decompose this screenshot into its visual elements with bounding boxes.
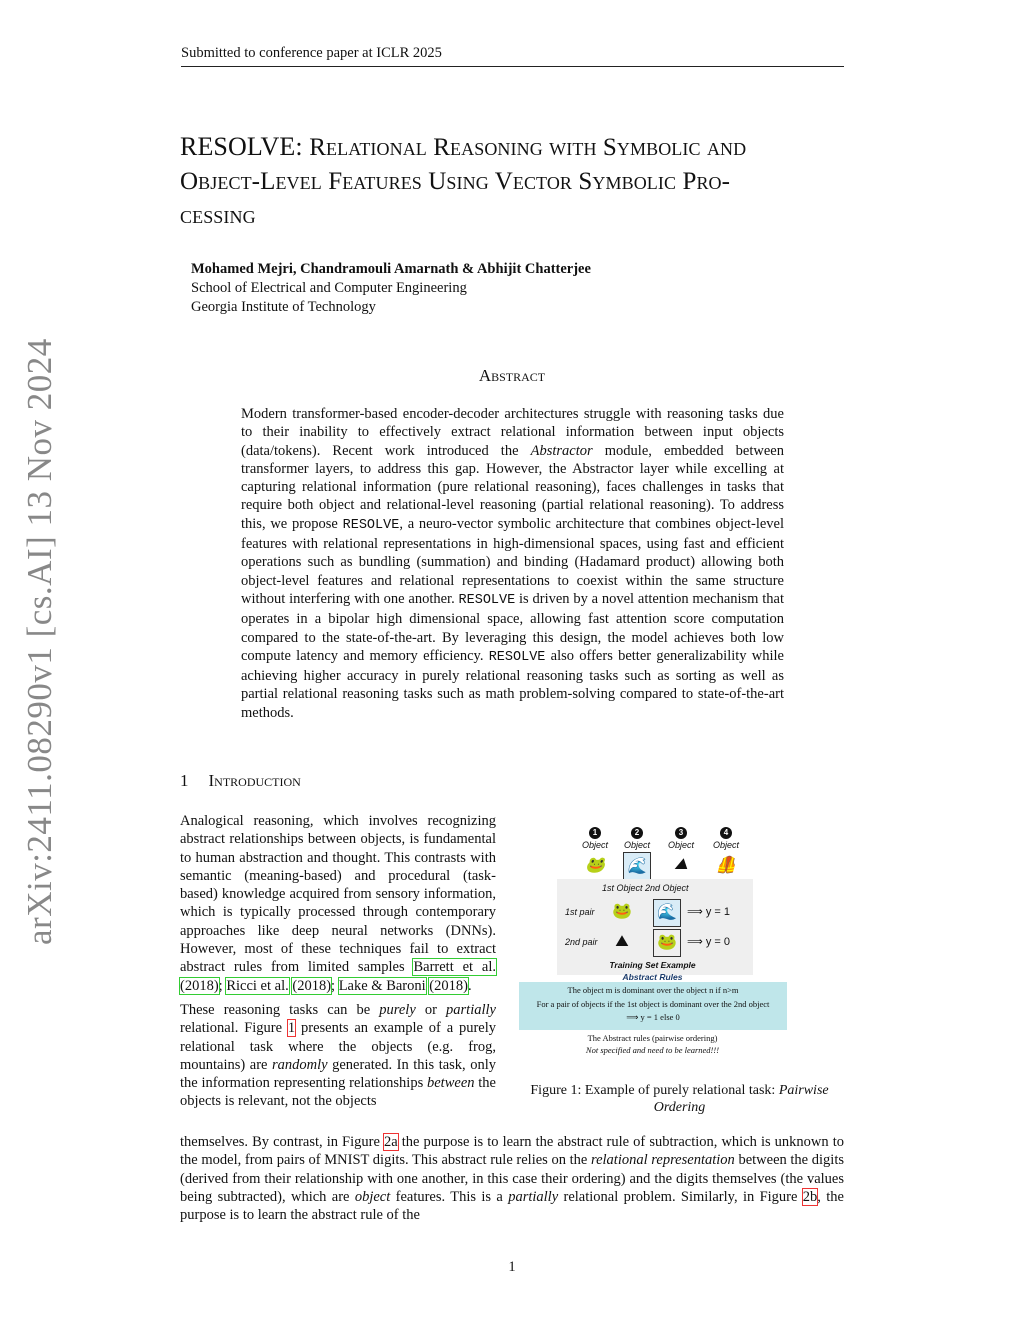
pair-2-label: 2nd pair (565, 937, 598, 947)
title-line-3: cessing (180, 202, 256, 229)
rule-line-2: For a pair of objects if the 1st object is dominant over the 2nd object (536, 999, 770, 1009)
mountain-icon: ⛰ (674, 856, 688, 873)
pair-1-label: 1st pair (565, 907, 595, 917)
citation-barrett[interactable]: Barrett et al. (413, 959, 496, 976)
abstract-rules-label: Abstract Rules (622, 972, 683, 982)
rules-note-2: Not specified and need to be learned!!! (585, 1045, 720, 1055)
pair-2-result: ⟹ y = 0 (687, 936, 730, 948)
pair-1-result: ⟹ y = 1 (687, 906, 730, 918)
abstract-rules-box (519, 982, 787, 1030)
citation-ricci-year[interactable]: (2018) (292, 977, 332, 994)
wave-icon: 🌊 (623, 852, 651, 880)
figure-1-link[interactable]: 1 (287, 1020, 296, 1037)
figure-1-caption: Figure 1: Example of purely relational task: Pairwise Ordering (530, 1083, 829, 1115)
introduction-column (180, 812, 496, 1117)
frog-icon: 🐸 (653, 929, 681, 957)
figure-object-3: 3 Object ⛰ (661, 827, 701, 878)
intro-paragraph-3: themselves. By contrast, in Figure 2a the purpose is to learn the abstract rule of subtraction, which is unknown to the model, from pairs of MNIST digits. This abstract rule relies on the relational representation between the digits (derived from their relationship with one another, in this case their ordering) and the digits themselves (the values being subtracted), which are object features. This is a partially relational problem. Similarly, in Figure 2b, the purpose is to learn the abstract rule of the (180, 1134, 845, 1224)
citation-ricci[interactable]: Ricci et al. (226, 977, 289, 994)
citation-lake-year[interactable]: (2018) (429, 977, 468, 994)
title-line-2: Object-Level Features Using Vector Symbolic Pro- (180, 168, 731, 195)
frog-icon: 🐸 (585, 857, 605, 874)
figure-object-1: 1 Object 🐸 (575, 827, 615, 878)
author-names: Mohamed Mejri, Chandramouli Amarnath & Abhijit Chatterjee (191, 261, 591, 277)
citation-barrett-year[interactable]: (2018) (180, 977, 219, 994)
rules-note-1: The Abstract rules (pairwise ordering) (587, 1033, 718, 1043)
vest-icon: 🦺 (716, 857, 736, 874)
pair-column-header: 1st Object 2nd Object (602, 883, 689, 893)
rule-line-1: The object m is dominant over the object n if n>m (567, 985, 739, 995)
intro-paragraph-1: Analogical reasoning, which involves recognizing abstract relationships between objects, is fundamental to human abstraction and thought. This contrasts with semantic (meaning-based) and procedural (task-based) knowledge acquired from sensory information, which is typically processed through contemporary approaches like deep neural networks (DNNs). However, most of these techniques fail to extract abstract rules from limited samples Barrett et al. (2018); Ricci et al. (2018); Lake & Baroni (2018). (180, 813, 496, 994)
figure-object-4: 4 Object 🦺 (706, 827, 746, 878)
figure-2a-link[interactable]: 2a (383, 1134, 398, 1150)
author-block (191, 260, 591, 317)
abstract-body: Modern transformer-based encoder-decoder architectures struggle with reasoning tasks due to their inability to effectively extract relational information between input objects (data/tokens). Recent work introduced the Abstractor module, embedded between transformer layers, to address this gap. However, the Abstractor layer while excelling at capturing relational information (pure relational reasoning), faces challenges in tasks that require both object and relational-level reasoning (partial relational reasoning). To address this, we propose RESOLVE, a neuro-vector symbolic architecture that combines object-level features with relational representations in high-dimensional spaces, using fast and efficient operations such as bundling (summation) and binding (Hadamard product) allowing both object-level features and relational representations to coexist within the same structure without interfering with one another. RESOLVE is driven by a novel attention mechanism that operates in a bipolar high dimensional space, allowing fast attention score computation compared to the state-of-the-art. By leveraging this design, the model achieves both low compute latency and memory efficiency. RESOLVE also offers better generalizability while achieving higher accuracy in purely relational reasoning tasks such as sorting as well as partial relational reasoning tasks such as math problem-solving compared to state-of-the-art methods. (241, 406, 784, 721)
rule-line-3: ⟹ y = 1 else 0 (626, 1012, 680, 1022)
arxiv-identifier: arXiv:2411.08290v1 [cs.AI] 13 Nov 2024 (20, 338, 59, 945)
figure-object-2: 2 Object 🌊 (617, 827, 657, 880)
paper-title: RESOLVE: Relational Reasoning with Symbolic and Object-Level Features Using Vector Symbolic Pro- cessing (180, 130, 860, 233)
figure-1 (515, 825, 790, 1060)
running-header: Submitted to conference paper at ICLR 2025 (181, 45, 844, 67)
figure-2b-link[interactable]: 2b (802, 1188, 818, 1205)
mountain-icon: ⛰ (615, 933, 629, 950)
author-institution: Georgia Institute of Technology (191, 299, 376, 315)
wave-icon: 🌊 (653, 899, 681, 927)
training-set-label: Training Set Example (609, 960, 696, 970)
page-number: 1 (508, 1259, 516, 1275)
citation-lake[interactable]: Lake & Baroni (338, 977, 426, 994)
abstract-heading: Abstract (478, 366, 546, 385)
intro-paragraph-2: These reasoning tasks can be purely or partially relational. Figure 1 presents an example of a purely relational task where the objects (e.g. frog, mountains) are randomly generated. In this task, only the information representing relationships between the objects is relevant, not the objects (180, 1001, 497, 1110)
author-department: School of Electrical and Computer Engineering (191, 280, 467, 296)
section-heading-introduction: 1 Introduction (180, 771, 301, 790)
frog-icon: 🐸 (612, 903, 632, 920)
